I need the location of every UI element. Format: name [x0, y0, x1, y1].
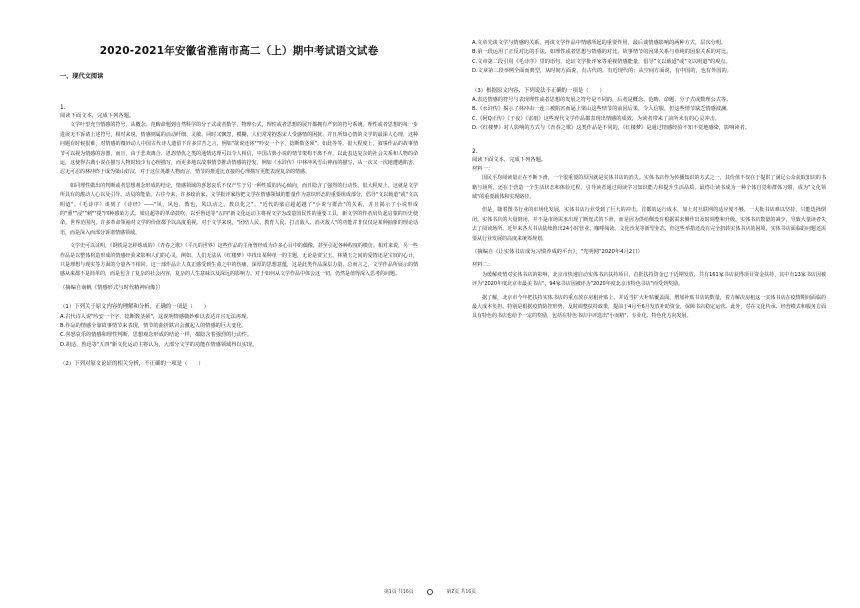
option-d: D.《红楼梦》对人影响的方式与《青春之歌》这类作品是不同的，《红楼梦》是通过情感经验不知不觉地感染，影响读者。 — [472, 125, 750, 132]
option-a: A.古代诗人说"吟安一个字，捻断数茎须"，这说明情感微妙难以表达并且无法再现。 — [60, 313, 252, 320]
option-b: B.作品的情感全靠故事情节来表现，情节的曲折跌宕会激起人的情感的巨大变化。 — [60, 322, 247, 329]
subquestion-stem: （1）下列关于原文内容的理解和分析，正确的一项是（ ） — [60, 304, 209, 311]
material-paragraph: 据了解，北京市今年把扶持实体书店的重点放在房租补贴上，并适当扩大补贴覆盖面，增加补贴书店的数量，着力解决房租这一实体书店在疫情期间面临的最大成本负担。特别是根据疫情防控形势，及时调整扶持政策，提前于4月至6月发放补助资金，保障书店稳定运营。此外，对在文化传承、经营模式和服务方面具有特色的书店也给予一定的奖励，包括在特色书店中评选出"小而精"、专业化、特色化方向发展。 — [472, 294, 826, 320]
option-c: C.文章第二段引用《毛诗序》里的语句，论证文学批评家等重视情感能量，倡导"文以载道"或"文以明道"的观点。 — [472, 58, 731, 65]
option-b: B.《水浒传》揭示了林冲由一连三被陷害而逼上梁山这些情节的前因后果，令人信服，但这些情节缺乏情感波澜。 — [472, 106, 732, 113]
material-paragraph: 国民平均阅读量正在不断下滑，一个很重要的原因就是实体书店的消失。实体书店作为传播知识的方式之一，其价值不仅在于提供了满足公众获取知识的书籍与场所，还在于营造一个生活状态和体验过程，引导读者通过阅读学习知识能力和提升生活品质，最终让读书成为一种个体自觉和群体习惯，成为"文化领域"的重要载体和实现路径。 — [472, 175, 826, 201]
material-label: 材料一： — [472, 165, 494, 172]
subquestion-stem: （2）下列对原文论证的相关分析，不正确的一项是（ ） — [60, 361, 204, 368]
material-paragraph: 但是，随着图书行业的市场化发展，实体书店行业受到了巨大的冲击。首都的运行成本，加上对互联网的适应度不够，一大批书店难以坚持，只能选择倒闭。实体书店的大量倒闭，并不是市场需求出现了断崖式的下滑，而是因为供给侧没有根据需求侧作出及时调整和升级。实体书店数量的减少，导致大量读者失去了阅读场所。近年来各大书店陆续推出24小时营业、咖啡阅读、文化沙龙等新型业态，但这些举措还没有完全扭转实体书店的困境，实体书店面临的问题还需要从行业发展的高度来统筹规划。 — [472, 207, 826, 242]
option-a: A.表达情感的符号与表现理性或者思想的发展之符号是不同的，后者是概念、范畴、命题、分子式或数理公式等。 — [472, 97, 732, 104]
passage-paragraph: 如同理性做出的判断或者思想观念形成的结论，情感领域的喜怒哀乐不仅产生于另一种性质的内心倾向，而且隐含了强烈的行动性。很大程度上，这就是文学所具有的激动人心以及引导、动员的能量。古往今来，许多政治家、文学批评家均把文学在情感领域的能量作为意识形态的重要组成部分，倡导"文以载道"或"文以明道"。《毛诗序》谈到了《诗经》——"风，风也，教也，风以动之，教以化之"。"近代的梁启超超越了"小说与群治"的关系，并且揭示了小说形成的"熏""浸""刺""提"四种感染方式。梁启超等的革命鼓吹，以至鲁迅等"五四"新文化运动主将视文学为改造国民性的重要工具，新文学的作者肩负起启蒙的历史使命。世界范围内，许多革命领袖对文学的价值都予以高度重视。对于文学来说，"团结人民、教育人民、打击敌人、消灭敌人"的功能并非仅仅是某种抽象的理论话语，而是深入而部分诉诸情感领域。 — [60, 182, 418, 236]
question-instruction: 阅读下面文本，完成下列各题。 — [60, 113, 135, 119]
option-a: A.文章先谈文学与情感的关系，再谈文学作品中情感所起的重要作用，最后谈情感影响的两种方式，层次分明。 — [472, 40, 727, 46]
material-paragraph: 为缓解疫情对实体书店的影响，北京市快速启动实体书店扶持项目，首批扶持资金已于近期发放，共有161家书店获得项目资金扶持，其中有13家书店因被评为"2020年度北京市最美书店"，94家书店因被评为"2020年度北京市特色书店"而受到奖励。 — [472, 271, 826, 288]
page-separator-circle-icon — [427, 589, 433, 595]
subquestion-stem: （3）根据原文内容，下列说法不正确的一项是（ ） — [472, 87, 605, 94]
option-c: C.喜怒哀乐的情感和理性判断、思想观念形成的结论一样，都隐含着强烈的行动性。 — [60, 332, 253, 339]
option-d: D.文章第三段举例全面而典型，从时间方面说，有古代的，有近现代的；从空间方面说，有中国的，也有外国的。 — [472, 68, 732, 75]
passage-source: （摘编自南帆《情感形式与时代精神向像》） — [60, 284, 164, 291]
page-number-left: 第1页 共16页 — [383, 589, 414, 595]
question-number: 1. — [60, 104, 66, 111]
material-label: 材料二： — [472, 262, 494, 269]
exam-title: 2020-2021年安徽省淮南市高二（上）期中考试语文试卷 — [99, 45, 379, 57]
passage-paragraph: 文学叶望充当情感的符号，从概念、范畴命题到自然科学的分子式或者数学、物理公式，理性或者思想的展开都拥有严密的符号系统。理性或者思想的每一步进展无不诉诸上述符号，相对来说，情感则属的活动纤细、灵敏，同时又飘忽，模糊，人们常常抱怨宋人受感情的困扰，并且所知心情的文学的最深人心理，这种问题有时候很难，对情感的微妙动人中国古代诗人遗留下许多甘苦之言，例如"欲说还休""吟安一个字，捻断数茎须"。如此等等。很大程度上，叙事作品的故事情节可以视为情感的容器，而且，由于悲欢离合、恩怨情仇之类的通情达理可以令人相信，中国古典小说的情节架构不离不弃，以此表达复杂的社会关系和人物的命运，这使得古典小说在描写人物时较少有心理描写，而更多地以故事情节推动情感的抒发，例如《水浒传》中林冲风雪山神庙的描写，从一次又一次地遭遇陷害，忍无可忍的林冲终于成为梁山好汉，对于这位英雄人物而言，情节的推进比直接的心理描写更能表现复杂的情感。 — [60, 122, 418, 176]
question-number: 2. — [472, 147, 478, 155]
left-column — [60, 0, 418, 590]
right-column — [472, 0, 826, 590]
section-heading: 一、现代文阅读 — [60, 73, 104, 80]
option-b: B.第一段运用了正反对比的手法，如理性或者思想与情感的对比，故事情节的因果关系与单纯的因果关系的对比。 — [472, 49, 732, 56]
page-number-right: 第2页 共16页 — [446, 589, 477, 595]
option-c: C.《阿Q正传》《子夜》《雷雨》这些现代文学作品都表现出情感的成效，为读者带来了前所未有的心灵冲击。 — [472, 115, 720, 122]
page-footer — [0, 588, 860, 595]
passage-paragraph: 文学史可以证明，《钢铁是怎样炼成的》《青春之歌》《平凡的世界》这些作品的主角曾经成为许多心目中的偶像，甚至引起各种程度的模仿。相对来说，另一些作品是以整体构造形成的情感经验来影响人们的心灵，例如，人们无法从《红楼梦》中找出某种单一的主题，无论是贾宝玉、林黛玉之间的爱情还是宝钗的心计，只是理想与现实等方面的分量各不相同。这一部作品让人真正感受到生命之中的伤痛，深厚的思想意蕴，这是此类作品深层力量。总而言之，文学作品所展示的情感从来都不是简单的，而是包含了复杂的社会内容，复杂的人生意味以及深远的影响力。对于如何从文学作品中体会这一切，仍然是值得深入思考的问题。 — [60, 243, 418, 278]
material-source: （摘编自《让实体书店成为习惯养成的平台》，"光明网"2020年4月2日） — [472, 249, 643, 256]
question-instruction: 阅读下面文本，完成下列各题。 — [472, 156, 547, 163]
option-d: D.胡适、鲁迅等"五四"新文化运动主将认为，大部分文学的功能在情感领域得以实现。 — [60, 341, 258, 348]
